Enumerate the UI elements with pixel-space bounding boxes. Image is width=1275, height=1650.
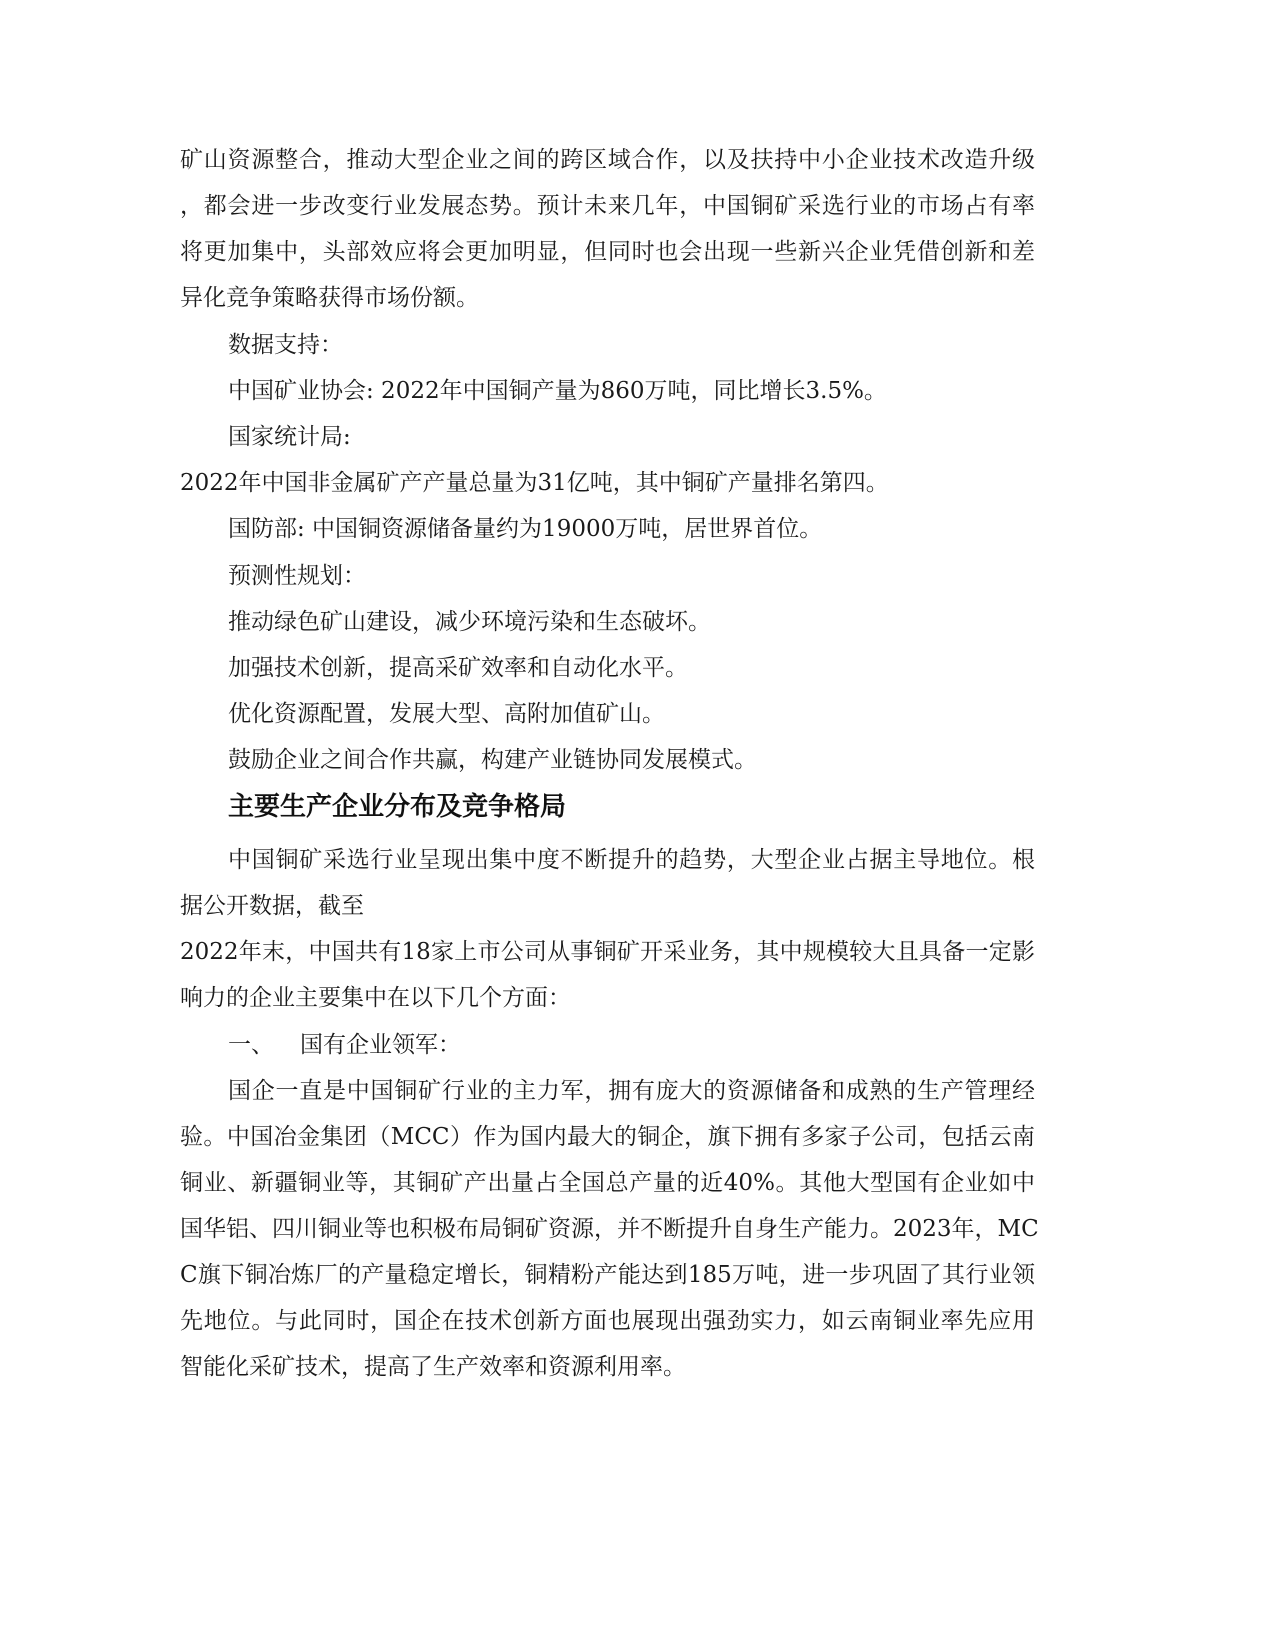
paragraph-line: 中国铜矿采选行业呈现出集中度不断提升的趋势，大型企业占据主导地位。根 xyxy=(228,847,1035,873)
paragraph-line: 国企一直是中国铜矿行业的主力军，拥有庞大的资源储备和成熟的生产管理经 xyxy=(228,1078,1035,1104)
paragraph-line: 验。中国冶金集团（MCC）作为国内最大的铜企，旗下拥有多家子公司，包括云南 xyxy=(180,1124,1035,1150)
data-item-mining-association: 中国矿业协会: 2022年中国铜产量为860万吨，同比增长3.5%。 xyxy=(228,378,887,404)
paragraph-line: C旗下铜冶炼厂的产量稳定增长，铜精粉产能达到185万吨，进一步巩固了其行业领 xyxy=(180,1262,1035,1288)
paragraph-line: 将更加集中，头部效应将会更加明显，但同时也会出现一些新兴企业凭借创新和差 xyxy=(180,239,1035,265)
paragraph-line: 据公开数据，截至 xyxy=(180,893,364,919)
plan-item: 优化资源配置，发展大型、高附加值矿山。 xyxy=(228,701,665,727)
paragraph-line: 国华铝、四川铜业等也积极布局铜矿资源，并不断提升自身生产能力。2023年，MC xyxy=(180,1216,1039,1242)
paragraph-line: 智能化采矿技术，提高了生产效率和资源利用率。 xyxy=(180,1354,686,1380)
paragraph-line: 矿山资源整合，推动大型企业之间的跨区域合作，以及扶持中小企业技术改造升级 xyxy=(180,147,1035,173)
data-item-stats-text: 2022年中国非金属矿产产量总量为31亿吨，其中铜矿产量排名第四。 xyxy=(180,470,889,496)
paragraph-line: 异化竞争策略获得市场份额。 xyxy=(180,285,479,311)
section-heading: 主要生产企业分布及竞争格局 xyxy=(228,792,567,822)
list-title: 国有企业领军： xyxy=(300,1032,461,1058)
data-item-stats-label: 国家统计局: xyxy=(228,424,351,450)
list-number: 一、 xyxy=(228,1032,274,1058)
plan-item: 鼓励企业之间合作共赢，构建产业链协同发展模式。 xyxy=(228,747,757,773)
plan-label: 预测性规划： xyxy=(228,563,366,589)
paragraph-line: 2022年末，中国共有18家上市公司从事铜矿开采业务，其中规模较大且具备一定影 xyxy=(180,939,1035,965)
plan-item: 加强技术创新，提高采矿效率和自动化水平。 xyxy=(228,655,688,681)
data-item-defense: 国防部: 中国铜资源储备量约为19000万吨，居世界首位。 xyxy=(228,516,823,542)
paragraph-line: 响力的企业主要集中在以下几个方面： xyxy=(180,985,571,1011)
paragraph-line: ，都会进一步改变行业发展态势。预计未来几年，中国铜矿采选行业的市场占有率 xyxy=(180,193,1035,219)
data-support-label: 数据支持： xyxy=(228,332,343,358)
paragraph-line: 铜业、新疆铜业等，其铜矿产出量占全国总产量的近40%。其他大型国有企业如中 xyxy=(180,1170,1035,1196)
plan-item: 推动绿色矿山建设，减少环境污染和生态破坏。 xyxy=(228,609,711,635)
list-item xyxy=(228,1030,461,1060)
paragraph-line: 先地位。与此同时，国企在技术创新方面也展现出强劲实力，如云南铜业率先应用 xyxy=(180,1308,1035,1334)
